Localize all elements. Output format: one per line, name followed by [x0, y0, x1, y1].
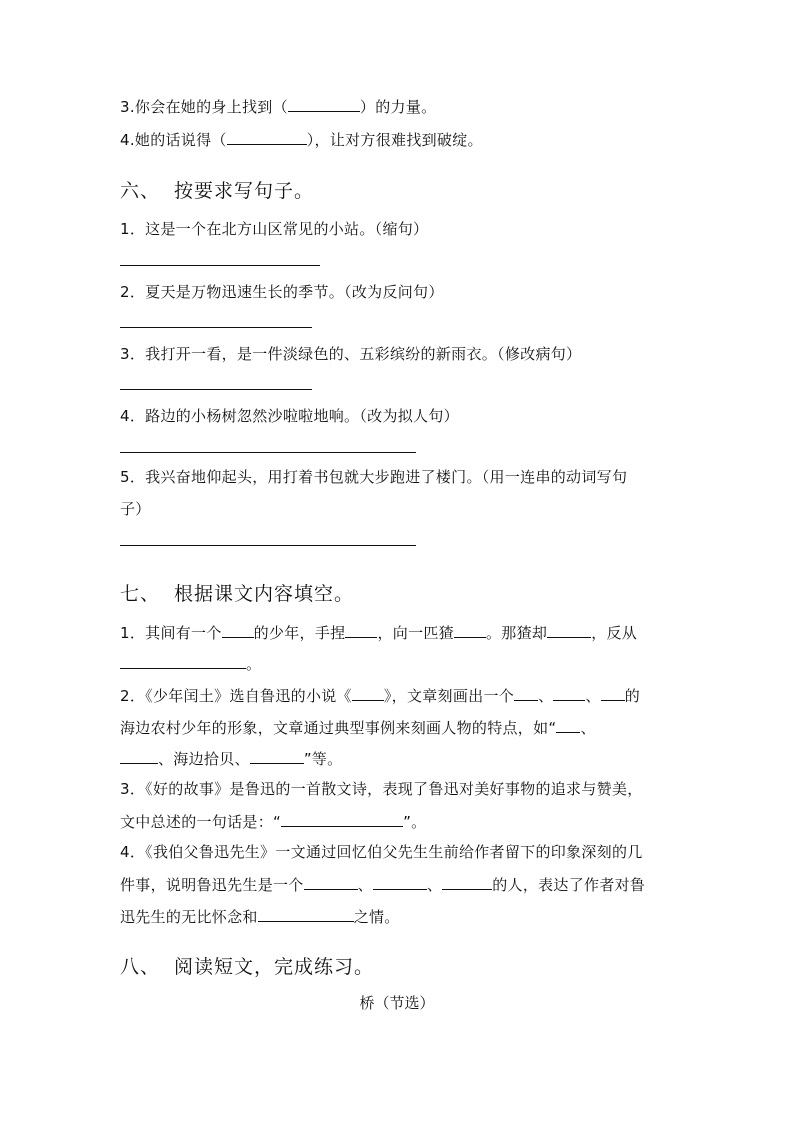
answer-blank[interactable] [442, 874, 492, 890]
s7-item-2: 2．《少年闰土》选自鲁迅的小说《 》，文章刻画出一个 、 、 的 [120, 687, 640, 705]
s7-item-1-cont: 。 [120, 653, 261, 674]
answer-blank[interactable] [288, 96, 360, 112]
answer-blank[interactable] [281, 811, 403, 827]
section-7-heading: 七、 根据课文内容填空。 [120, 583, 355, 605]
answer-blank[interactable] [601, 685, 625, 701]
s6-answer-line-2[interactable] [120, 327, 312, 328]
answer-blank[interactable] [120, 748, 158, 764]
s6-question-2: 2．夏天是万物迅速生长的季节。（改为反问句） [120, 283, 444, 301]
s6-question-5-cont: 子） [120, 500, 151, 518]
item-4: 4.她的话说得（ ），让对方很难找到破绽。 [120, 131, 483, 149]
s7-item-1: 1．其间有一个 的少年，手捏 ，向一匹猹 。那猹却 ，反从 [120, 624, 638, 642]
s6-question-3: 3．我打开一看，是一件淡绿色的、五彩缤纷的新雨衣。（修改病句） [120, 345, 582, 363]
answer-blank[interactable] [258, 906, 354, 922]
s7-item-4: 4．《我伯父鲁迅先生》一文通过回忆伯父先生生前给作者留下的印象深刻的几 [120, 843, 643, 861]
answer-blank[interactable] [454, 622, 486, 638]
answer-blank[interactable] [556, 717, 580, 733]
s6-question-5: 5．我兴奋地仰起头，用打着书包就大步跑进了楼门。（用一连串的动词写句 [120, 468, 628, 486]
answer-blank[interactable] [553, 685, 585, 701]
s6-question-4: 4．路边的小杨树忽然沙啦啦地响。（改为拟人句） [120, 407, 459, 425]
s7-item-3-line2: 文中总述的一句话是：“ ”。 [120, 813, 427, 831]
s6-answer-line-4[interactable] [120, 452, 416, 453]
answer-blank[interactable] [352, 685, 384, 701]
s7-item-3: 3．《好的故事》是鲁迅的一首散文诗，表现了鲁迅对美好事物的追求与赞美， [120, 780, 643, 798]
s7-item-4-line2: 件事，说明鲁迅先生是一个 、 、 的人，表达了作者对鲁 [120, 876, 646, 894]
s7-item-2-line3: 、海边拾贝、 ”等。 [120, 748, 342, 769]
section-6-heading: 六、 按要求写句子。 [120, 180, 315, 202]
answer-blank[interactable] [514, 685, 538, 701]
answer-blank[interactable] [345, 622, 377, 638]
item-3: 3.你会在她的身上找到（ ）的力量。 [120, 98, 437, 116]
passage-title: 桥（节选） [359, 994, 435, 1012]
section-8-heading: 八、 阅读短文，完成练习。 [120, 956, 375, 978]
s6-question-1: 1．这是一个在北方山区常见的小站。（缩句） [120, 220, 429, 238]
s7-item-2-line2: 海边农村少年的形象，文章通过典型事例来刻画人物的特点，如“ 、 [120, 719, 596, 737]
s6-answer-line-5[interactable] [120, 545, 416, 546]
s7-item-4-line3: 迅先生的无比怀念和 之情。 [120, 908, 400, 926]
answer-blank[interactable] [250, 748, 304, 764]
answer-blank[interactable] [304, 874, 358, 890]
answer-blank[interactable] [373, 874, 427, 890]
s6-answer-line-3[interactable] [120, 389, 312, 390]
answer-blank[interactable] [120, 653, 246, 669]
answer-blank[interactable] [222, 622, 254, 638]
answer-blank[interactable] [227, 129, 307, 145]
s6-answer-line-1[interactable] [120, 265, 320, 266]
answer-blank[interactable] [547, 622, 591, 638]
